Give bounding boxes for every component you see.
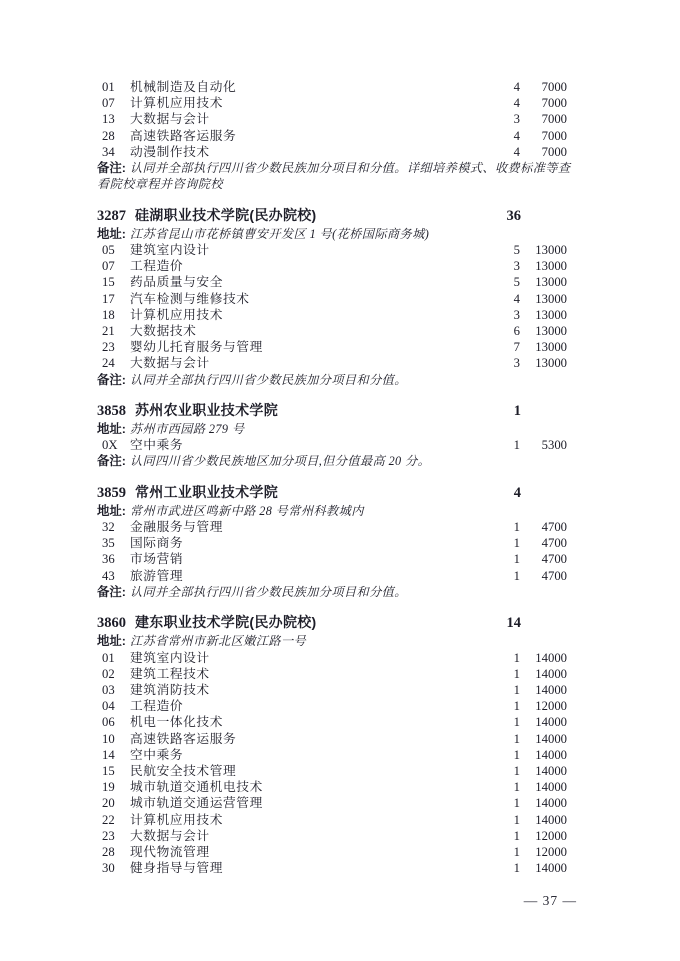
tuition-fee: 13000: [535, 275, 567, 290]
plan-count: 1: [513, 650, 520, 665]
major-code: 43: [102, 568, 115, 583]
address-line: [97, 633, 569, 649]
major-row: [102, 682, 567, 698]
page-number: — 37 —: [523, 893, 577, 908]
tuition-fee: 14000: [535, 861, 567, 876]
major-row: [102, 812, 567, 828]
major-name: 大数据与会计: [130, 828, 210, 843]
plan-count: 1: [513, 699, 520, 714]
major-row: [102, 111, 567, 127]
major-name: 计算机应用技术: [130, 96, 224, 111]
tuition-fee: 12000: [535, 699, 567, 714]
tuition-fee: 14000: [535, 747, 567, 762]
plan-count: 1: [513, 552, 520, 567]
school-name: 苏州农业职业技术学院: [135, 402, 278, 419]
plan-count: 3: [513, 112, 520, 127]
address-label: 地址:: [97, 634, 126, 649]
tuition-fee: 7000: [541, 144, 567, 159]
plan-count: 7: [513, 340, 520, 355]
tuition-fee: 14000: [535, 812, 567, 827]
tuition-fee: 4700: [541, 520, 567, 535]
major-code: 06: [102, 715, 115, 730]
major-code: 15: [102, 275, 115, 290]
tuition-fee: 13000: [535, 291, 567, 306]
plan-count: 5: [513, 275, 520, 290]
major-row: [102, 128, 567, 144]
major-row: [102, 307, 567, 323]
tuition-fee: 7000: [541, 112, 567, 127]
address-text: 常州市武进区鸣新中路 28 号常州科教城内: [129, 503, 364, 518]
major-row: [102, 144, 567, 160]
note-text: 认同四川省少数民族地区加分项目,但分值最高 20 分。: [129, 454, 431, 469]
tuition-fee: 14000: [535, 682, 567, 697]
school-header: [97, 205, 521, 226]
tuition-fee: 12000: [535, 828, 567, 843]
major-name: 城市轨道交通运营管理: [130, 796, 263, 811]
major-name: 空中乘务: [130, 438, 184, 453]
tuition-fee: 4700: [541, 536, 567, 551]
school-code: 3859: [97, 484, 126, 501]
plan-count: 4: [513, 291, 520, 306]
plan-count: 1: [513, 828, 520, 843]
note-label: 备注:: [97, 161, 126, 176]
major-name: 城市轨道交通机电技术: [130, 780, 263, 795]
major-code: 05: [102, 243, 115, 258]
tuition-fee: 14000: [535, 780, 567, 795]
address-label: 地址:: [97, 226, 126, 241]
major-row: [102, 339, 567, 355]
note-line: [97, 584, 571, 600]
major-row: [102, 763, 567, 779]
plan-count: 1: [513, 666, 520, 681]
major-name: 建筑室内设计: [130, 243, 210, 258]
tuition-fee: 7000: [541, 80, 567, 94]
note-line: [97, 372, 571, 388]
major-name: 婴幼儿托育服务与管理: [130, 340, 263, 355]
address-label: 地址:: [97, 503, 126, 518]
tuition-fee: 13000: [535, 307, 567, 322]
note-label: 备注:: [97, 372, 126, 387]
school-plan-total: 1: [513, 403, 521, 420]
major-code: 01: [102, 650, 115, 665]
major-code: 32: [102, 520, 115, 535]
school-header: [97, 612, 521, 633]
plan-count: 1: [513, 747, 520, 762]
major-row: [102, 79, 567, 95]
plan-count: 1: [513, 568, 520, 583]
school-plan-total: 14: [506, 615, 521, 632]
major-code: 22: [102, 812, 115, 827]
major-code: 35: [102, 536, 115, 551]
major-row: [102, 355, 567, 371]
school-section: [0, 400, 680, 470]
major-row: [102, 323, 567, 339]
plan-count: 1: [513, 763, 520, 778]
tuition-fee: 13000: [535, 324, 567, 339]
major-row: [102, 795, 567, 811]
school-section: [0, 79, 680, 193]
plan-count: 1: [513, 812, 520, 827]
major-name: 汽车检测与维修技术: [130, 291, 250, 306]
school-section: [0, 482, 680, 600]
major-name: 工程造价: [130, 699, 184, 714]
major-row: [102, 698, 567, 714]
note-text: 认同并全部执行四川省少数民族加分项目和分值。: [129, 584, 407, 599]
plan-count: 1: [513, 780, 520, 795]
major-row: [102, 519, 567, 535]
major-row: [102, 714, 567, 730]
major-row: [102, 535, 567, 551]
major-name: 民航安全技术管理: [130, 763, 237, 778]
major-code: 0X: [102, 438, 118, 453]
major-code: 07: [102, 259, 115, 274]
plan-count: 4: [513, 96, 520, 111]
major-code: 19: [102, 780, 115, 795]
address-line: [97, 226, 569, 242]
tuition-fee: 13000: [535, 243, 567, 258]
plan-count: 4: [513, 128, 520, 143]
major-row: [102, 650, 567, 666]
plan-count: 5: [513, 243, 520, 258]
tuition-fee: 7000: [541, 96, 567, 111]
address-text: 江苏省昆山市花桥镇曹安开发区 1 号(花桥国际商务城): [129, 226, 430, 241]
major-name: 旅游管理: [130, 568, 184, 583]
page-footer: [0, 893, 577, 909]
tuition-fee: 12000: [535, 844, 567, 859]
major-name: 现代物流管理: [130, 844, 210, 859]
major-name: 大数据与会计: [130, 356, 210, 371]
major-code: 01: [102, 80, 115, 94]
major-row: [102, 666, 567, 682]
plan-count: 3: [513, 259, 520, 274]
major-name: 高速铁路客运服务: [130, 731, 237, 746]
major-code: 23: [102, 828, 115, 843]
major-code: 20: [102, 796, 115, 811]
school-header: [97, 400, 521, 421]
plan-count: 1: [513, 682, 520, 697]
major-code: 03: [102, 682, 115, 697]
address-line: [97, 421, 569, 437]
major-row: [102, 242, 567, 258]
school-code: 3287: [97, 207, 126, 224]
note-text: 认同并全部执行四川省少数民族加分项目和分值。详细培养模式、收费标准等查看院校章程并咨询院校: [97, 161, 571, 192]
major-row: [102, 437, 567, 453]
note-label: 备注:: [97, 584, 126, 599]
plan-count: 1: [513, 796, 520, 811]
major-row: [102, 860, 567, 876]
tuition-fee: 7000: [541, 128, 567, 143]
major-row: [102, 747, 567, 763]
note-label: 备注:: [97, 454, 126, 469]
plan-count: 6: [513, 324, 520, 339]
major-code: 36: [102, 552, 115, 567]
plan-count: 3: [513, 356, 520, 371]
school-code: 3860: [97, 615, 126, 632]
plan-count: 3: [513, 307, 520, 322]
plan-count: 1: [513, 861, 520, 876]
major-code: 28: [102, 128, 115, 143]
school-name: 建东职业技术学院(民办院校): [135, 614, 317, 631]
major-name: 高速铁路客运服务: [130, 128, 237, 143]
tuition-fee: 13000: [535, 340, 567, 355]
school-code: 3858: [97, 403, 126, 420]
major-code: 10: [102, 731, 115, 746]
plan-count: 1: [513, 731, 520, 746]
major-name: 金融服务与管理: [130, 520, 224, 535]
address-line: [97, 503, 569, 519]
school-section: [0, 612, 680, 876]
plan-count: 1: [513, 536, 520, 551]
major-name: 工程造价: [130, 259, 184, 274]
tuition-fee: 5300: [541, 438, 567, 453]
plan-count: 4: [513, 144, 520, 159]
major-code: 28: [102, 844, 115, 859]
tuition-fee: 14000: [535, 715, 567, 730]
major-name: 市场营销: [130, 552, 184, 567]
major-code: 23: [102, 340, 115, 355]
address-label: 地址:: [97, 422, 126, 437]
tuition-fee: 14000: [535, 731, 567, 746]
major-row: [102, 95, 567, 111]
major-row: [102, 274, 567, 290]
major-code: 15: [102, 763, 115, 778]
school-name: 硅湖职业技术学院(民办院校): [135, 206, 317, 223]
tuition-fee: 13000: [535, 259, 567, 274]
school-name: 常州工业职业技术学院: [135, 483, 278, 500]
address-text: 江苏省常州市新北区嫩江路一号: [129, 634, 307, 649]
major-code: 30: [102, 861, 115, 876]
tuition-fee: 14000: [535, 796, 567, 811]
major-row: [102, 779, 567, 795]
tuition-fee: 14000: [535, 650, 567, 665]
major-name: 健身指导与管理: [130, 861, 224, 876]
major-name: 建筑室内设计: [130, 650, 210, 665]
major-row: [102, 828, 567, 844]
note-line: [97, 453, 571, 469]
major-row: [102, 258, 567, 274]
school-section: [0, 205, 680, 388]
plan-count: 1: [513, 715, 520, 730]
major-code: 18: [102, 307, 115, 322]
major-row: [102, 844, 567, 860]
address-text: 苏州市西园路 279 号: [129, 422, 245, 437]
plan-count: 1: [513, 844, 520, 859]
plan-count: 4: [513, 80, 520, 94]
major-row: [102, 291, 567, 307]
major-name: 药品质量与安全: [130, 275, 224, 290]
major-name: 大数据技术: [130, 324, 197, 339]
major-name: 建筑工程技术: [130, 666, 210, 681]
tuition-fee: 13000: [535, 356, 567, 371]
tuition-fee: 14000: [535, 666, 567, 681]
tuition-fee: 4700: [541, 568, 567, 583]
major-code: 07: [102, 96, 115, 111]
major-name: 动漫制作技术: [130, 144, 210, 159]
plan-count: 1: [513, 438, 520, 453]
tuition-fee: 14000: [535, 763, 567, 778]
major-name: 建筑消防技术: [130, 682, 210, 697]
major-row: [102, 551, 567, 567]
major-code: 24: [102, 356, 115, 371]
school-plan-total: 4: [513, 484, 521, 501]
major-name: 计算机应用技术: [130, 812, 224, 827]
major-name: 计算机应用技术: [130, 307, 224, 322]
major-code: 02: [102, 666, 115, 681]
major-name: 机械制造及自动化: [130, 80, 237, 94]
major-code: 13: [102, 112, 115, 127]
tuition-fee: 4700: [541, 552, 567, 567]
major-name: 空中乘务: [130, 747, 184, 762]
major-row: [102, 568, 567, 584]
school-header: [97, 482, 521, 503]
major-code: 17: [102, 291, 115, 306]
note-line: [97, 160, 571, 193]
major-name: 机电一体化技术: [130, 715, 224, 730]
major-code: 14: [102, 747, 115, 762]
major-code: 21: [102, 324, 115, 339]
school-plan-total: 36: [506, 207, 521, 224]
major-code: 04: [102, 699, 115, 714]
major-code: 34: [102, 144, 115, 159]
plan-count: 1: [513, 520, 520, 535]
note-text: 认同并全部执行四川省少数民族加分项目和分值。: [129, 372, 407, 387]
major-name: 大数据与会计: [130, 112, 210, 127]
major-name: 国际商务: [130, 536, 184, 551]
major-row: [102, 731, 567, 747]
